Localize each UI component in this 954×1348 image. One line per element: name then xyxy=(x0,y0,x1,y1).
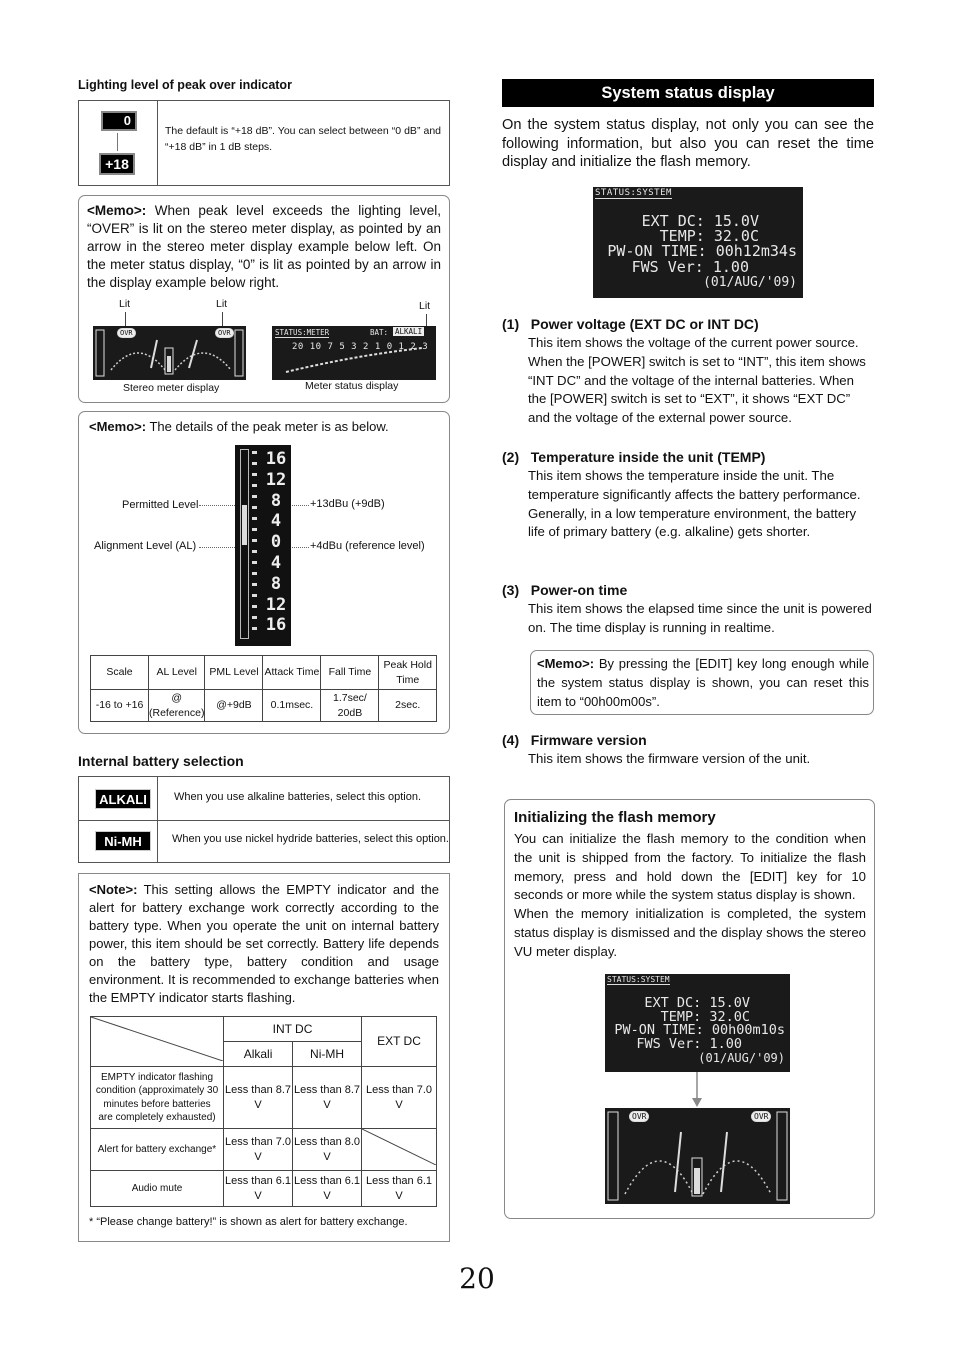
lit-label-2: Lit xyxy=(216,298,228,310)
init-text: You can initialize the flash memory to the condition when the unit is shipped from the factory. To initialize the flash memory, press and hold down the [EDIT] key for 10 seconds or more while the system status display is shown. When the memory initialization is completed, the system status display is dismissed and the display shows the stereo VU meter display. xyxy=(514,831,866,959)
lcd1-ext-dc: EXT DC: 15.0V xyxy=(641,212,759,230)
battery-heading: Internal battery selection xyxy=(78,753,244,769)
alkali-option-text: When you use alkaline batteries, select this option. xyxy=(174,791,422,803)
lighting-heading: Lighting level of peak over indicator xyxy=(78,78,292,92)
alkali-option-label: ALKALI xyxy=(95,789,151,809)
nimh-option-text: When you use nickel hydride batteries, select this option. xyxy=(172,833,449,845)
peak-meter-graphic xyxy=(235,445,291,646)
vu-ovr-right: OVR xyxy=(751,1111,771,1122)
lighting-0-label: 0 xyxy=(101,111,137,131)
lit-label-3: Lit xyxy=(419,300,431,312)
memo-reset-box xyxy=(530,650,874,715)
meter-status-title: STATUS:METER xyxy=(275,328,330,337)
plus13-label: +13dBu (+9dB) xyxy=(310,498,385,510)
init-status-lcd xyxy=(605,974,790,1072)
stereo-meter-caption: Stereo meter display xyxy=(123,382,220,394)
alignment-level-label: Alignment Level (AL) xyxy=(94,540,197,552)
lcd2-ext-dc: EXT DC: 15.0V xyxy=(644,995,750,1011)
lcd1-temp: TEMP: 32.0C xyxy=(659,227,759,245)
peak-meter-table: Scale AL Level PML Level Attack Time Fall Time Peak Hold Time -16 to +16 @ (Reference) @+9dB 0.1msec. 1.7sec/ 20dB 2sec. xyxy=(90,655,437,722)
peak-meter-ticks: 16 12 8 4 0 4 8 12 16 xyxy=(265,449,287,636)
vu-ovr-left: OVR xyxy=(629,1111,649,1122)
memo-reset-text: <Memo>: By pressing the [EDIT] key long enough while the system status display is shown, you can reset this item to “00h00m00s”. xyxy=(537,656,869,709)
lcd2-title: STATUS:SYSTEM xyxy=(607,975,670,984)
lcd2-temp: TEMP: 32.0C xyxy=(660,1009,750,1025)
item-2: (2) Temperature inside the unit (TEMP) This item shows the temperature inside the unit. The temperature significantly affects the battery performance. Generally, in a low temperature environment, the battery life of primary battery (e.g. alkaline) gets shorter. xyxy=(502,449,861,540)
note-box xyxy=(78,873,450,1242)
memo-peakmeter-box xyxy=(78,411,450,734)
init-box xyxy=(504,799,875,1219)
system-status-lcd xyxy=(593,187,803,298)
lighting-18-label: +18 xyxy=(99,153,135,175)
lcd2-date: (01/AUG/'09) xyxy=(698,1051,785,1065)
stereo-vu-graphic xyxy=(605,1108,790,1204)
battery-footnote: * “Please change battery!” is shown as alert for battery exchange. xyxy=(89,1216,408,1228)
meter-status-lcd xyxy=(272,326,436,380)
lighting-box xyxy=(78,100,450,186)
section-title: System status display xyxy=(502,79,874,107)
meter-status-scale: 20 10 7 5 3 2 1 0 1 2 3 xyxy=(292,342,429,352)
ovr-indicator-left: OVR xyxy=(117,328,136,338)
meter-status-alkali: ALKALI xyxy=(395,327,423,336)
lcd2-pwon: PW-ON TIME: 00h00m10s xyxy=(614,1022,785,1038)
item-3: (3) Power-on time This item shows the elapsed time since the unit is powered on. The time display is running in realtime. xyxy=(502,582,872,635)
system-status-title: STATUS:SYSTEM xyxy=(595,188,672,198)
meter-status-bat: BAT: xyxy=(370,328,389,337)
battery-voltage-table: INT DC EXT DC Alkali Ni-MH EMPTY indicator flashing condition (approximately 30 minutes before batteries are completely exhausted) Less than 8.7 V Less than 8.7 V Less than 7.0 V Alert for battery exchange* Less than 7.0 V Less than 8.0 V Audio mute Less than 6.1 V Less than 6.1 V Less than 6.1 V xyxy=(90,1016,437,1207)
lit-label-1: Lit xyxy=(119,298,131,310)
item-4: (4) Firmware version This item shows the firmware version of the unit. xyxy=(502,732,811,766)
lcd1-date: (01/AUG/'09) xyxy=(703,275,797,290)
nimh-option-label: Ni-MH xyxy=(95,831,151,851)
lcd1-fws: FWS Ver: 1.00 xyxy=(631,258,749,276)
down-arrow-icon xyxy=(691,1072,703,1108)
memo-peakmeter-text: <Memo>: The details of the peak meter is as below. xyxy=(89,419,389,434)
plus4-label: +4dBu (reference level) xyxy=(310,540,425,552)
lighting-text: The default is “+18 dB”. You can select between “0 dB” and “+18 dB” in 1 dB steps. xyxy=(165,125,441,153)
intro-text: On the system status display, not only you can see the following information, but also you can reset the time display and initialize the flash memory. xyxy=(502,117,874,170)
memo-peak-box xyxy=(78,195,450,403)
page-number: 20 xyxy=(459,1262,495,1295)
lcd2-fws: FWS Ver: 1.00 xyxy=(636,1036,742,1052)
battery-table xyxy=(78,776,450,863)
ovr-indicator-right: OVR xyxy=(215,328,234,338)
item-1: (1) Power voltage (EXT DC or INT DC) This item shows the voltage of the current power source. When the [POWER] switch is set to “INT”, this item shows “INT DC” and the voltage of the internal batteries. When the [POWER] switch is set to “EXT”, it shows “EXT DC” and the voltage of the external power source. xyxy=(502,316,866,426)
init-vu-lcd xyxy=(605,1108,790,1204)
lcd1-pwon: PW-ON TIME: 00h12m34s xyxy=(607,242,797,260)
memo-peak-text: <Memo>: When peak level exceeds the lighting level, “OVER” is lit on the stereo meter display, as pointed by an arrow in the stereo meter display example below left. On the meter status display, “0” is lit as pointed by an arrow in the display example below right. xyxy=(87,203,441,290)
stereo-meter-lcd xyxy=(93,326,246,380)
init-heading: Initializing the flash memory xyxy=(514,809,716,826)
note-text: <Note>: This setting allows the EMPTY indicator and the alert for battery exchange work correctly according to the battery type. When you operate the unit on internal battery power, this item should be set correctly. Battery life depends on the battery type, battery condition and usage environment. It is recommended to exchange batteries when the EMPTY indicator starts flashing. xyxy=(89,882,439,1005)
permitted-level-label: Permitted Level xyxy=(122,499,199,511)
meter-status-caption: Meter status display xyxy=(305,380,399,392)
